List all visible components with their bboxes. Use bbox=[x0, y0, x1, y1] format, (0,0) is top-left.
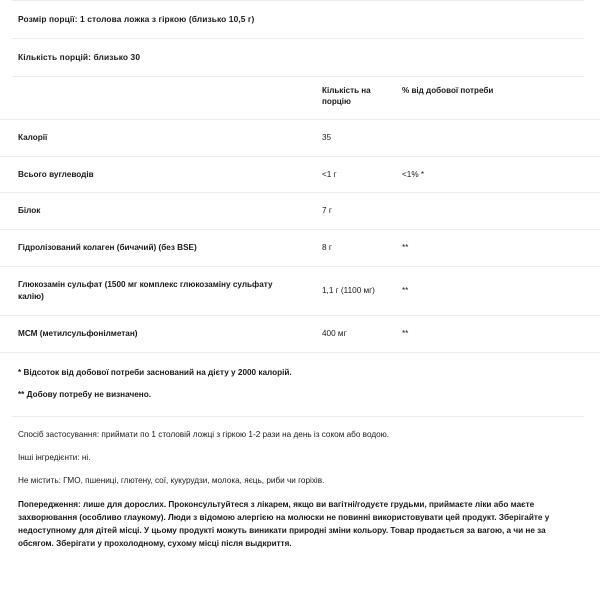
nutrient-name: Глюкозамін сульфат (1500 мг комплекс глюкозаміну сульфату калію) bbox=[18, 280, 273, 302]
other-ingredients-line: Інші інгредієнти: ні. bbox=[18, 452, 91, 462]
column-header-amount-per-serving: Кількість на порцію bbox=[322, 85, 371, 106]
nutrient-daily-value: ** bbox=[402, 243, 409, 253]
column-header-daily-value: % від добової потреби bbox=[402, 85, 494, 95]
nutrient-daily-value bbox=[402, 193, 600, 230]
table-header bbox=[0, 77, 600, 119]
nutrient-daily-value: ** bbox=[402, 329, 409, 339]
nutrient-amount: 400 мг bbox=[322, 329, 347, 339]
nutrient-amount: 8 г bbox=[322, 243, 332, 253]
nutrient-amount: 7 г bbox=[322, 206, 332, 216]
nutrient-daily-value: ** bbox=[402, 286, 409, 296]
supplement-facts-table bbox=[0, 77, 600, 353]
warning-paragraph: Попередження: лише для дорослих. Проконсультуйтеся з лікарем, якщо ви вагітні/годуєте грудьми, приймаєте ліки або маєте захворювання (особливо глаукому). Люди з відомою алергією на молюски не повинні використовувати цей продукт. Зберігайте у недоступному для дітей місці. У цьому продукті можуть виникати природні зміни кольору. Товар продається за вагою, а чи не за обсягом. Зберігати у прохолодному, сухому місці після выдкриття. bbox=[18, 499, 550, 549]
allergen-free-line: Не містить: ГМО, пшениці, глютену, сої, кукурудзи, молока, яєць, риби чи горіхів. bbox=[18, 475, 325, 485]
column-header-nutrient bbox=[0, 77, 322, 119]
nutrient-amount: 35 bbox=[322, 132, 332, 142]
nutrient-daily-value bbox=[402, 119, 600, 156]
table-row bbox=[0, 230, 600, 267]
nutrient-name: Калорії bbox=[18, 132, 48, 142]
footnote-daily-value-basis: * Відсоток від добової потреби заснований на дієту у 2000 калорій. bbox=[18, 367, 292, 377]
footnote-daily-value-not-established: ** Добову потребу не визначено. bbox=[18, 390, 152, 400]
nutrient-name: Білок bbox=[18, 206, 41, 216]
servings-per-container-line: Кількість порцій: близько 30 bbox=[18, 51, 141, 62]
table-row bbox=[0, 316, 600, 353]
serving-size-line: Розмір порції: 1 столова ложка з гіркою (близько 10,5 г) bbox=[18, 14, 255, 24]
nutrient-amount: <1 г bbox=[322, 169, 337, 179]
footnotes bbox=[0, 353, 600, 416]
table-body bbox=[0, 119, 600, 352]
table-row bbox=[0, 193, 600, 230]
table-row bbox=[0, 156, 600, 193]
table-header-row bbox=[0, 77, 600, 119]
table-row bbox=[0, 267, 600, 316]
nutrient-amount: 1,1 г (1100 мг) bbox=[322, 286, 375, 296]
nutrient-name: МСМ (метилсульфонілметан) bbox=[18, 329, 138, 339]
directions-line: Спосіб застосування: приймати по 1 столовій ложці з гіркою 1-2 рази на день із соком або водою. bbox=[18, 429, 390, 439]
usage-information bbox=[0, 417, 600, 551]
nutrient-daily-value: <1% * bbox=[402, 169, 425, 179]
nutrient-name: Всього вуглеводів bbox=[18, 169, 94, 179]
table-row bbox=[0, 119, 600, 156]
nutrient-name: Гідролізований колаген (бичачий) (без BSE) bbox=[18, 243, 197, 253]
